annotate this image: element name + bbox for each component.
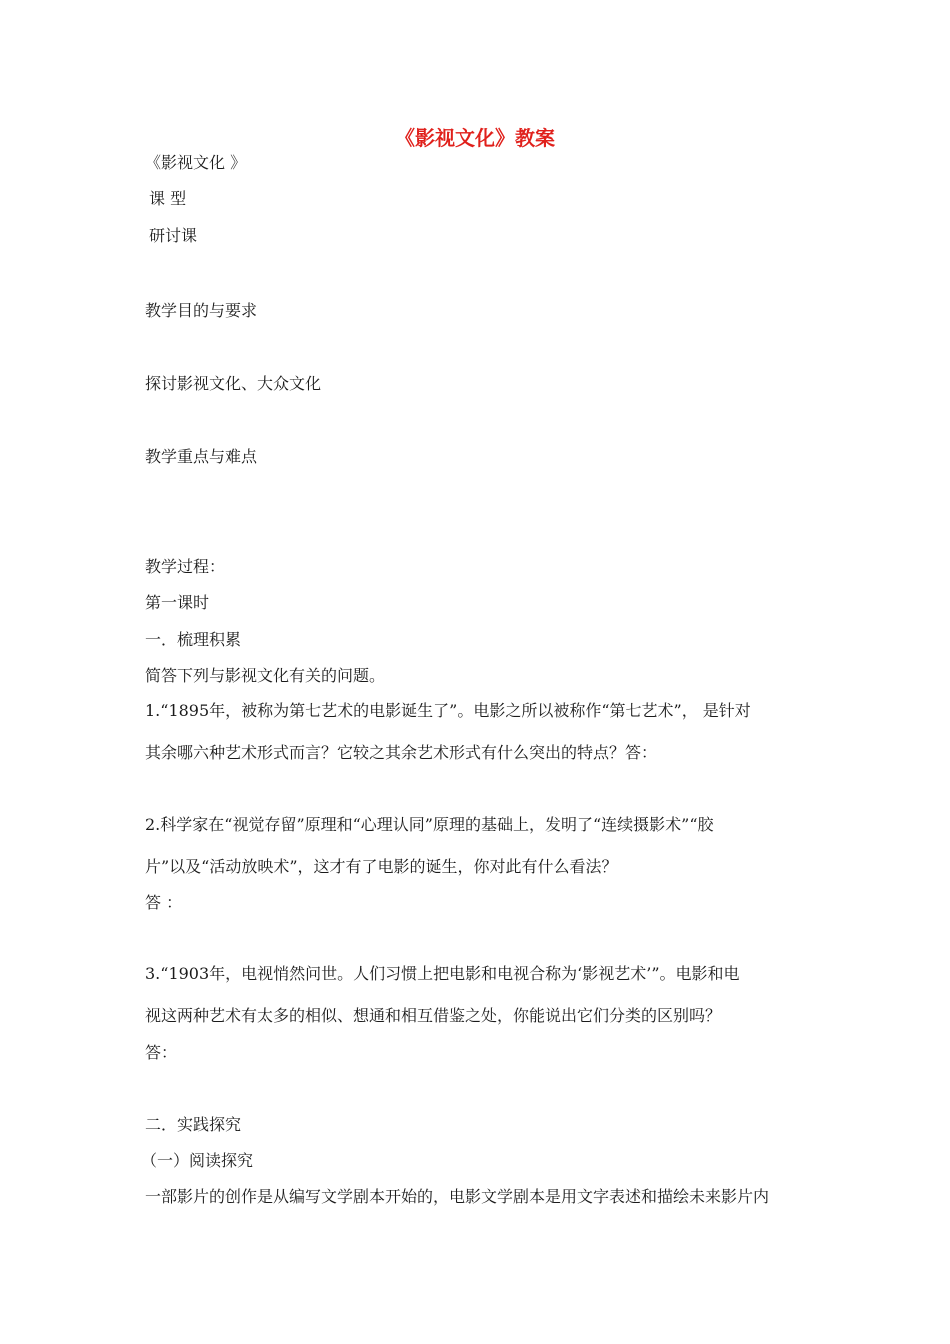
question-2-line-2: 片”以及“活动放映术”，这才有了电影的诞生，你对此有什么看法？	[145, 857, 618, 876]
part-two-heading: 二．实践探究	[145, 1115, 242, 1134]
question-3-answer: 答：	[145, 1043, 178, 1062]
lesson-type-label: 课 型	[149, 189, 187, 208]
key-points-heading: 教学重点与难点	[145, 447, 258, 466]
first-lesson-label: 第一课时	[145, 593, 210, 612]
objectives-heading: 教学目的与要求	[145, 301, 258, 320]
course-name: 《影视文化 》	[145, 153, 247, 172]
question-2-line-1: 2.科学家在“视觉存留”原理和“心理认同”原理的基础上，发明了“连续摄影术”“胶	[145, 815, 714, 834]
question-1-line-1: 1.“1895年，被称为第七艺术的电影诞生了”。电影之所以被称作“第七艺术”， 是针对	[145, 701, 751, 720]
process-heading: 教学过程：	[145, 557, 226, 576]
question-1-line-2: 其余哪六种艺术形式而言？它较之其余艺术形式有什么突出的特点？答：	[145, 743, 658, 762]
part-one-intro: 简答下列与影视文化有关的问题。	[145, 666, 386, 685]
lesson-type-value: 研讨课	[149, 226, 198, 245]
objectives-text: 探讨影视文化、大众文化	[145, 374, 322, 393]
part-two-subheading: （一）阅读探究	[141, 1151, 254, 1170]
question-3-line-1: 3.“1903年，电视悄然问世。人们习惯上把电影和电视合称为‘影视艺术’”。电影和电	[145, 964, 740, 983]
question-2-answer: 答 ：	[145, 893, 183, 912]
document-title: 《影视文化》教案	[395, 126, 555, 150]
question-3-line-2: 视这两种艺术有太多的相似、想通和相互借鉴之处，你能说出它们分类的区别吗？	[145, 1006, 722, 1025]
part-one-heading: 一．梳理积累	[145, 630, 242, 649]
part-two-paragraph-line-1: 一部影片的创作是从编写文学剧本开始的，电影文学剧本是用文字表述和描绘未来影片内	[145, 1187, 770, 1206]
